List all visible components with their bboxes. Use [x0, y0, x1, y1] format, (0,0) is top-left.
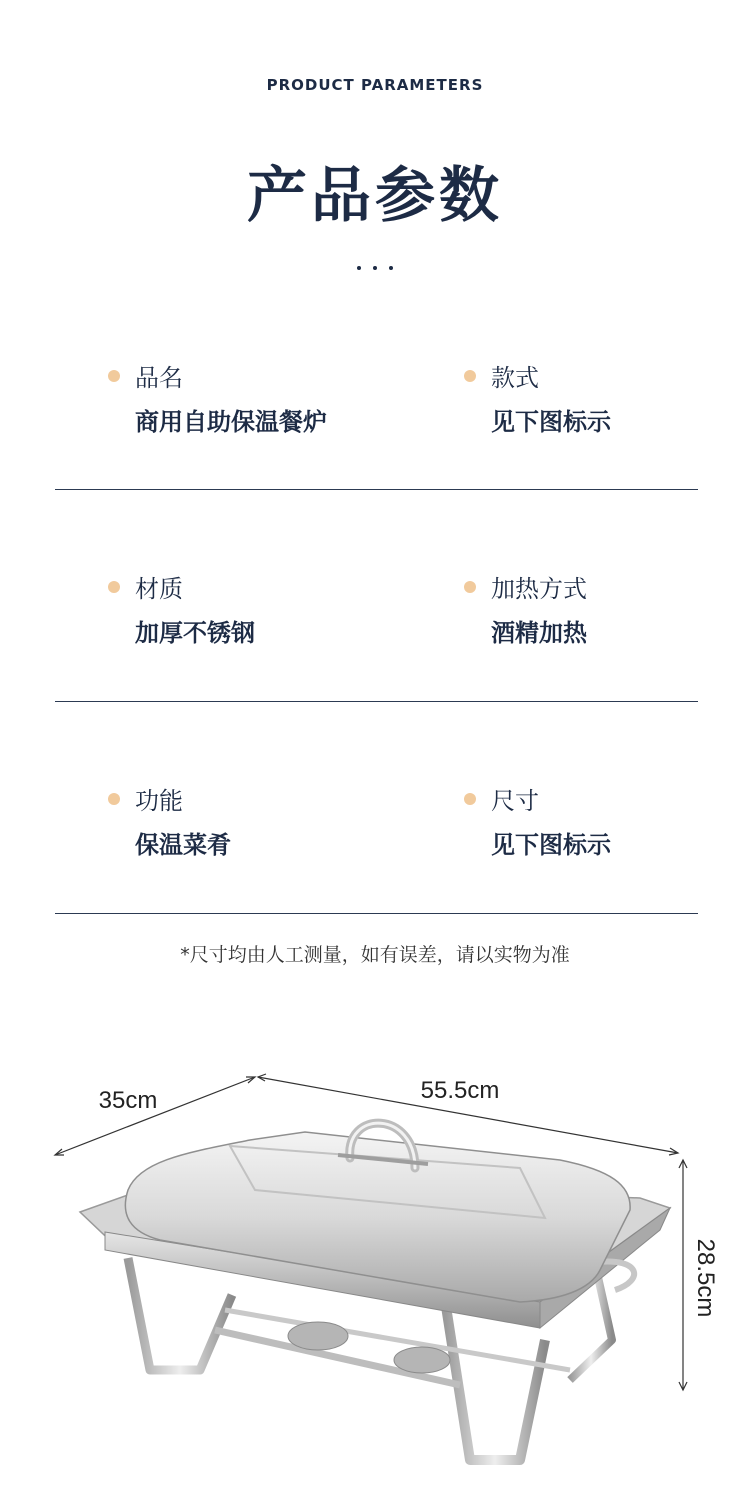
length-label: 55.5cm: [420, 1077, 500, 1104]
chafing-dish-illustration: [0, 1040, 750, 1500]
param-label: 尺寸: [491, 787, 539, 815]
param-value: 见下图标示: [491, 831, 611, 859]
bullet-icon: [108, 793, 120, 805]
divider: [55, 701, 698, 702]
depth-label: 35cm: [98, 1087, 158, 1114]
bullet-icon: [464, 370, 476, 382]
param-row: [0, 569, 750, 781]
bullet-icon: [108, 370, 120, 382]
divider: [55, 913, 698, 914]
param-value: 商用自助保温餐炉: [135, 408, 327, 436]
param-value: 加厚不锈钢: [135, 619, 255, 647]
bullet-icon: [464, 793, 476, 805]
dots-divider: [357, 266, 397, 272]
param-label: 功能: [135, 787, 183, 815]
param-value: 保温菜肴: [135, 831, 231, 859]
measurement-note: *尺寸均由人工测量，如有误差，请以实物为准: [180, 944, 570, 966]
section-subtitle: PRODUCT PARAMETERS: [266, 76, 484, 94]
param-label: 加热方式: [491, 575, 587, 603]
divider: [55, 489, 698, 490]
param-label: 款式: [491, 364, 539, 392]
param-label: 品名: [135, 364, 183, 392]
param-value: 酒精加热: [491, 619, 587, 647]
bullet-icon: [464, 581, 476, 593]
param-row: [0, 358, 750, 570]
section-title: 产品参数: [247, 161, 503, 231]
param-value: 见下图标示: [491, 408, 611, 436]
bullet-icon: [108, 581, 120, 593]
param-label: 材质: [135, 575, 183, 603]
height-label: 28.5cm: [692, 1238, 719, 1318]
